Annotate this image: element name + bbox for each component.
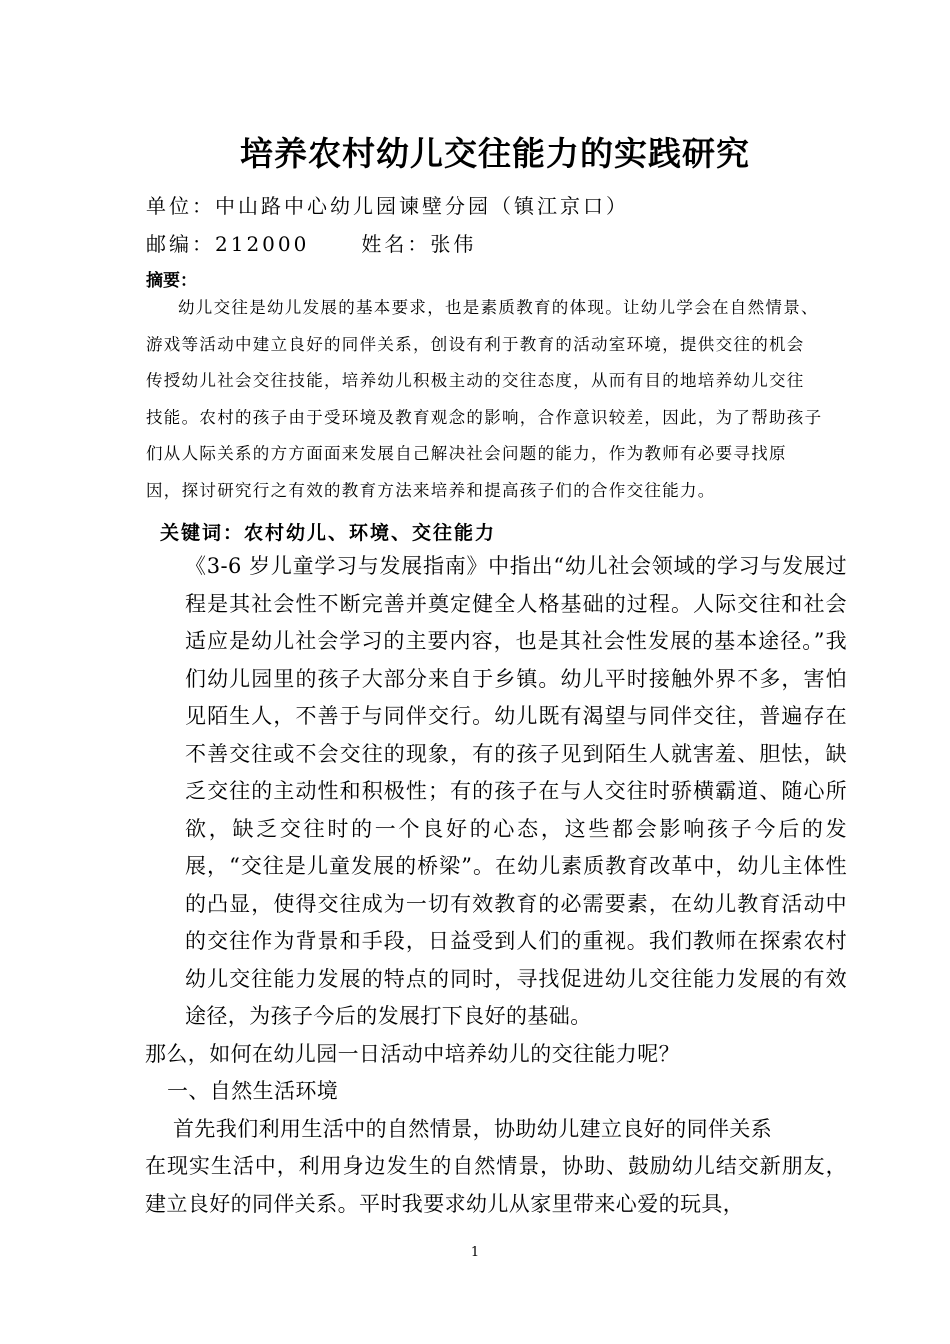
abstract-line: 们从人际关系的方方面面来发展自己解决社会问题的能力，作为教师有必要寻找原	[146, 444, 787, 463]
author-name: 姓名：张伟	[361, 232, 477, 256]
unit-line: 单位：中山路中心幼儿园谏壁分园（镇江京口）	[146, 194, 629, 218]
abstract-line: 技能。农村的孩子由于受环境及教育观念的影响，合作意识较差，因此，为了帮助孩子	[146, 407, 823, 427]
abstract-line: 游戏等活动中建立良好的同伴关系，创设有利于教育的活动室环境，提供交往的机会	[146, 334, 805, 354]
body-paragraph: 在现实生活中，利用身边发生的自然情景，协助、鼓励幼儿结交新朋友，建立良好的同伴关系。平时我要求幼儿从家里带来心爱的玩具，	[145, 1154, 847, 1216]
postal-author-line	[146, 228, 476, 257]
body-paragraph: 首先我们利用生活中的自然情景，协助幼儿建立良好的同伴关系	[173, 1116, 773, 1141]
abstract-line: 传授幼儿社会交往技能，培养幼儿积极主动的交往态度，从而有目的地培养幼儿交往	[146, 371, 805, 390]
page-number: 1	[470, 1245, 480, 1260]
postal-code: 邮编：212000	[146, 232, 310, 256]
abstract-text	[146, 290, 846, 509]
abstract-line: 幼儿交往是幼儿发展的基本要求，也是素质教育的体现。让幼儿学会在自然情景、	[178, 298, 819, 317]
body-paragraph: 《3-6 岁儿童学习与发展指南》中指出“幼儿社会领域的学习与发展过程是其社会性不断完善并奠定健全人格基础的过程。人际交往和社会适应是幼儿社会学习的主要内容，也是其社会性发展的基本途径。”我们幼儿园里的孩子大部分来自于乡镇。幼儿平时接触外界不多，害怕见陌生人，不善于与同伴交行。幼儿既有渴望与同伴交往，普遍存在不善交往或不会交往的现象，有的孩子见到陌生人就害羞、胆怯，缺乏交往的主动性和积极性；有的孩子在与人交往时骄横霸道、随心所欲，缺乏交往时的一个良好的心态，这些都会影响孩子今后的发展，“交往是儿童发展的桥梁”。在幼儿素质教育改革中，幼儿主体性的凸显，使得交往成为一切有效教育的必需要素，在幼儿教育活动中的交往作为背景和手段，日益受到人们的重视。我们教师在探索农村幼儿交往能力发展的特点的同时，寻找促进幼儿交往能力发展的有效途径，为孩子今后的发展打下良好的基础。	[185, 554, 847, 1028]
body-paragraph: 那么，如何在幼儿园一日活动中培养幼儿的交往能力呢？	[145, 1041, 680, 1066]
abstract-line: 因，探讨研究行之有效的教育方法来培养和提高孩子们的合作交往能力。	[146, 480, 716, 500]
section-heading: 一、自然生活环境	[167, 1079, 339, 1103]
abstract-heading: 摘要：	[146, 271, 197, 291]
keywords-line: 关键词：农村幼儿、环境、交往能力	[160, 522, 497, 544]
document-title: 培养农村幼儿交往能力的实践研究	[240, 134, 750, 173]
body-text	[145, 548, 847, 1223]
